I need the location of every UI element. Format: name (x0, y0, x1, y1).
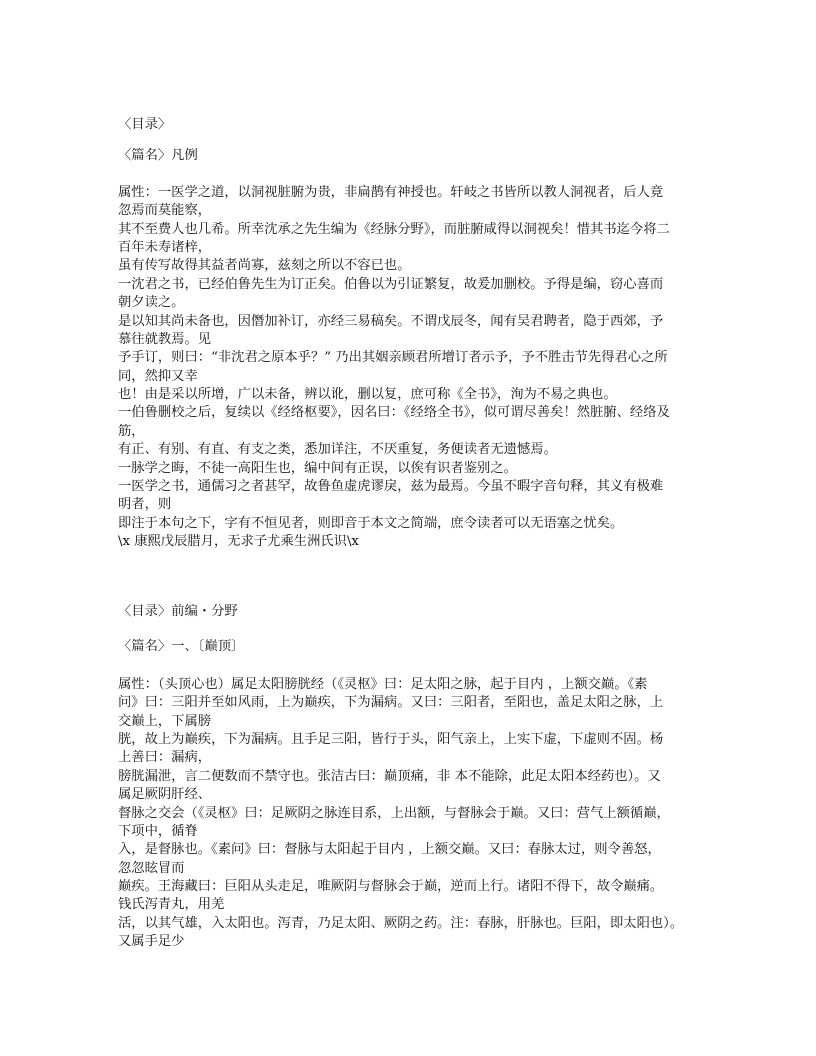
text-line: 交巅上，下属膀 (118, 713, 212, 729)
text-line: 活，以其气雄，入太阳也。泻青，乃足太阳、厥阴之药。注：春脉，肝脉也。巨阳，即太阳也）。 (118, 915, 684, 931)
text-line: 同，然抑又幸 (118, 368, 198, 384)
text-line: 一医学之书，通儒习之者甚罕，故鲁鱼虚虎谬戾，兹为最焉。今虽不暇字音句释，其义有极难 (118, 479, 664, 495)
text-line: 筋， (118, 423, 145, 439)
text-line: 又属手足少 (118, 934, 185, 950)
section-dianding (118, 603, 718, 952)
text-line: 即注于本句之下，字有不恒见者，则即音于本文之简端，庶令读者可以无语塞之忧矣。 (118, 515, 624, 531)
text-line: 慕往就教焉。见 (118, 331, 212, 347)
text-line: 一脉学之晦，不徒一高阳生也，编中间有正误，以俟有识者鉴别之。 (118, 460, 517, 476)
text-line: 一沈君之书，已经伯鲁先生为订正矣。伯鲁以为引证繁复，故爰加删校。予得是编，窃心喜而 (118, 276, 664, 292)
section-fanli (118, 116, 718, 552)
text-line: 是以知其尚未备也，因僭加补订，亦经三易稿矣。不谓戊辰冬，闻有吴君聘者，隐于西郊，予 (118, 313, 664, 329)
toc-heading: 〈目录〉前编・分野 (118, 604, 238, 619)
text-line: 属性：一医学之道，以洞视脏腑为贵，非扁鹊有神授也。轩岐之书皆所以教人洞视者，后人竟 (118, 184, 664, 200)
text-line: 百年未寿诸梓， (118, 239, 212, 255)
text-line: 钱氏泻青丸，用羌 (118, 897, 225, 913)
text-line: 督脉之交会（《灵枢》曰：足厥阴之脉连目系，上出额，与督脉会于巅。又曰：营气上额循巅， (118, 805, 670, 821)
text-line: 下项中，循脊 (118, 823, 198, 839)
text-line: 属性：（头顶心也）属足太阳膀胱经（《灵枢》曰：足太阳之脉，起于目内 ，上额交巅。《素 (118, 676, 648, 692)
text-line: 问》曰：三阳并至如风雨，上为巅疾，下为漏病。又曰：三阳者，至阳也，盖足太阳之脉，上 (118, 695, 664, 711)
paragraph (118, 184, 718, 552)
text-line: 其不至费人也几希。所幸沈承之先生编为《经脉分野》，而脏腑咸得以洞视矣！惜其书迄今将二 (118, 221, 670, 237)
text-line: 予手订，则曰：“非沈君之原本乎？” 乃出其姻亲顾君所增订者示予，予不胜击节先得君心之所 (118, 350, 668, 366)
text-line: 巅疾。王海藏曰：巨阳从头走足，唯厥阴与督脉会于巅，逆而上行。诸阳不得下，故令巅痛。 (118, 879, 664, 895)
text-line: 也！由是采以所增，广以未备，辨以讹，删以复，庶可称《全书》，洵为不易之典也。 (118, 387, 617, 403)
text-line: 上善曰：漏病， (118, 750, 212, 766)
text-line: 朝夕读之。 (118, 295, 185, 311)
text-line: 胱，故上为巅疾，下为漏病。且手足三阳，皆行于头，阳气亲上，上实下虚，下虚则不固。杨 (118, 731, 664, 747)
text-line: 有正、有别、有直、有支之类，悉加详注，不厌重复，务便读者无遗憾焉。 (118, 442, 557, 458)
text-line: 虽有传写故得其益者尚寡，兹刻之所以不容已也。 (118, 258, 411, 274)
text-line: 入，是督脉也。《素问》曰：督脉与太阳起于目内 ，上额交巅。又曰：春脉太过，则令善怒， (118, 842, 661, 858)
text-line: 忽忽眩冒而 (118, 860, 185, 876)
text-line: 膀胱漏泄，言二便数而不禁守也。张洁古曰：巅顶痛，非 本不能除，此足太阳本经药也）。又 (118, 768, 661, 784)
text-line: 忽焉而莫能察， (118, 203, 212, 219)
toc-heading: 〈目录〉 (118, 117, 172, 132)
text-line: 一伯鲁删校之后，复续以《经络枢要》，因名曰：《经络全书》，似可谓尽善矣！然脏腑、经络及 (118, 405, 670, 421)
text-line: 明者，则 (118, 497, 172, 513)
paragraph (118, 676, 718, 952)
chapter-title: 〈篇名〉凡例 (118, 148, 198, 164)
text-line: 属足厥阴肝经、 (118, 787, 212, 803)
chapter-title: 〈篇名〉一、〔巅顶〕 (118, 639, 245, 655)
text-line: \x 康熙戊辰腊月，无求子尤乘生洲氏识\x (118, 534, 359, 550)
